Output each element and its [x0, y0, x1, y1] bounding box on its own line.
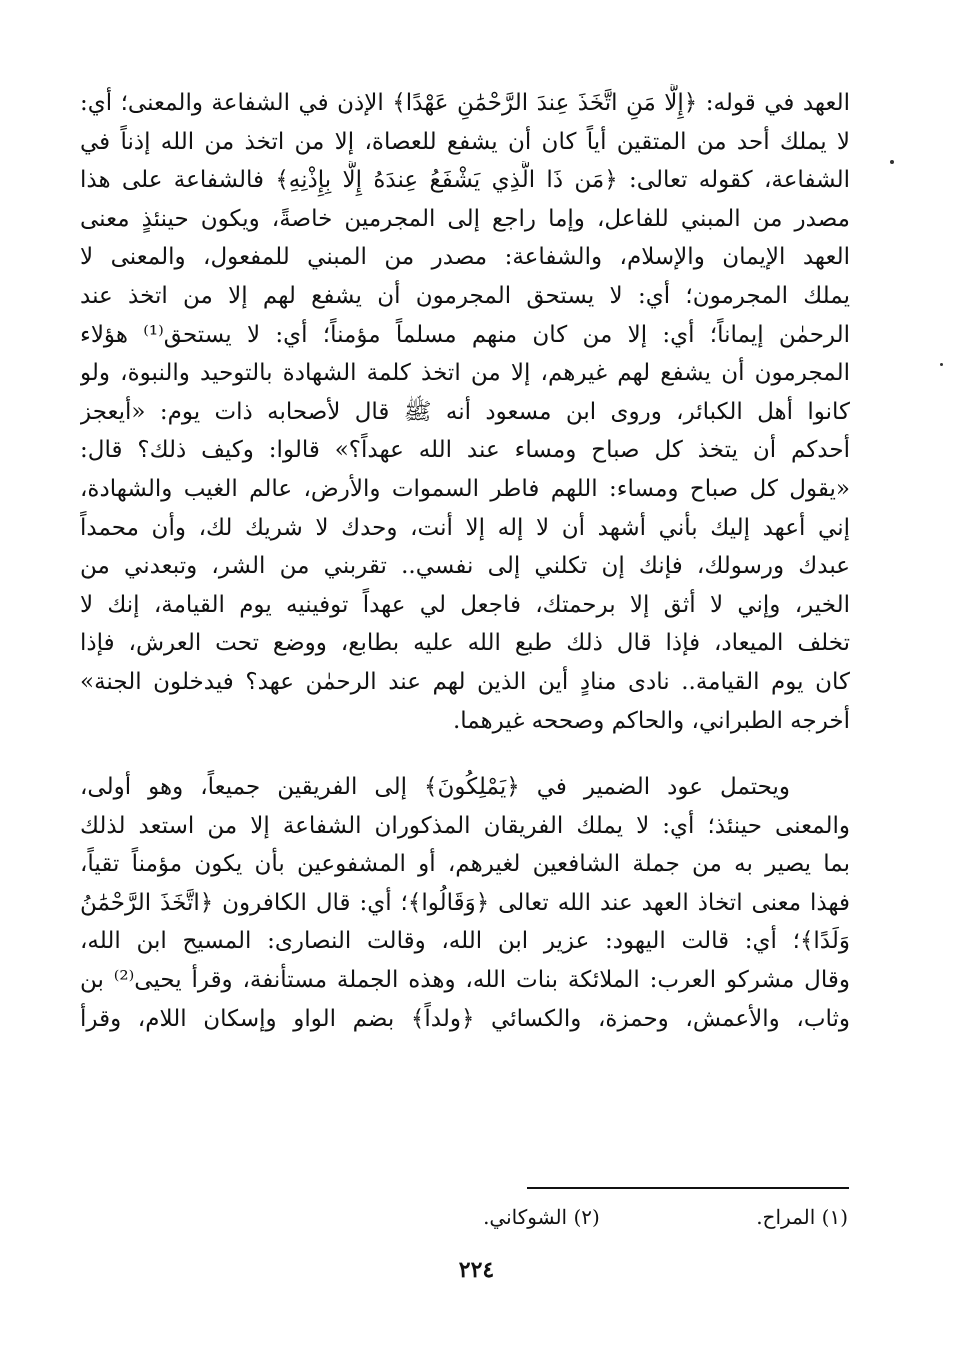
text-line: مصدر من المبني للفاعل، وإما راجع إلى المجرمين خاصةً، ويكون حينئذٍ معنى: [80, 205, 850, 232]
text-line: أحدكم أن يتخذ كل صباح ومساء عند الله عهداً؟» قالوا: وكيف ذلك؟ قال:: [80, 437, 850, 464]
scan-speck: [890, 160, 894, 164]
text-line: ويحتمل عود الضمير في ﴿يَمْلِكُونَ﴾ إلى الفريقين جميعاً، وهو أولى،: [80, 774, 790, 801]
text-line: لا يملك أحد من المتقين أياً كان أن يشفع للعصاة، إلا من اتخذ من الله إذناً في: [80, 128, 850, 155]
text-line: الخير، وإني لا أثق إلا برحمتك، فاجعل لي عهداً توفينيه يوم القيامة، إنك لا: [80, 591, 850, 618]
scan-speck: [940, 363, 943, 366]
text-line: «يقول كل صباح ومساء: اللهم فاطر السموات والأرض، عالم الغيب والشهادة،: [80, 475, 850, 502]
text-line: إني أعهد إليك بأني أشهد أن لا إله إلا أنت، وحدك لا شريك لك، وأن محمداً: [80, 514, 850, 541]
footnote-1: (١) المراح.: [756, 1205, 848, 1229]
text-line: العهد في قوله: ﴿إِلَّا مَنِ اتَّخَذَ عِندَ الرَّحْمَٰنِ عَهْدًا﴾ الإذن في الشفاعة والمعنى؛ أي:: [80, 90, 850, 116]
page-number: ٢٢٤: [458, 1257, 495, 1283]
text-line: والمعنى حينئذ؛ أي: لا يملك الفريقان المذكوران الشفاعة إلا من استعد لذلك: [80, 812, 850, 839]
text-line: عبدك ورسولك، فإنك إن تكلني إلى نفسي.. تقربني من الشر، وتبعدني من: [80, 553, 850, 580]
text-line: العهد الإيمان والإسلام، والشفاعة: مصدر من المبني للمفعول، والمعنى لا: [80, 244, 850, 271]
text-line: وثاب، والأعمش، وحمزة، والكسائي ﴿ولداً﴾ بضم الواو وإسكان اللام، وقرأ: [80, 1005, 850, 1032]
text-line: يملك المجرمون؛ أي: لا يستحق المجرمون أن يشفع لهم إلا من اتخذ عند: [80, 282, 850, 309]
page-body: [80, 84, 850, 1038]
text-line: فهذا معنى اتخاذ العهد عند الله تعالى ﴿وَقَالُوا﴾؛ أي: قال الكافرون ﴿اتَّخَذَ الرَّحْمَٰنُ: [80, 889, 850, 916]
text-line: وَلَدًا﴾؛ أي: قالت اليهود: عزير ابن الله، وقالت النصارى: المسيح ابن الله،: [80, 928, 850, 955]
paragraph-1: [80, 84, 850, 740]
text-line: أخرجه الطبراني، والحاكم وصححه غيرهما.: [452, 707, 850, 734]
text-line: الرحمٰن إيماناً؛ أي: إلا من كان منهم مسلماً مؤمناً؛ أي: لا يستحق⁽¹⁾ هؤلاء: [80, 321, 850, 348]
text-line: بما يصير به من جملة الشافعين لغيرهم، أو المشفوعين بأن يكون مؤمناً تقياً،: [80, 851, 850, 878]
paragraph-2: [80, 768, 850, 1038]
text-line: وقال مشركو العرب: الملائكة بنات الله، وهذه الجملة مستأنفة، وقرأ يحيى⁽²⁾ بن: [80, 967, 850, 994]
text-line: كانوا أهل الكبائر، وروى ابن مسعود أنه ﷺ قال لأصحابه ذات يوم: «أيعجز: [80, 398, 850, 425]
footnote-divider: [527, 1187, 849, 1189]
text-line: كان يوم القيامة.. نادى منادٍ أين الذين لهم عند الرحمٰن عهد؟ فيدخلون الجنة»: [80, 668, 850, 695]
text-line: تخلف الميعاد، فإذا قال ذلك طبع الله عليه بطابع، ووضع تحت العرش، فإذا: [80, 630, 850, 657]
footnote-2: (٢) الشوكاني.: [483, 1205, 600, 1229]
footnotes: [288, 1205, 848, 1229]
text-line: المجرمون أن يشفع لهم غيرهم، إلا من اتخذ كلمة الشهادة بالتوحيد والنبوة، ولو: [80, 360, 850, 387]
text-line: الشفاعة، كقوله تعالى: ﴿مَن ذَا الَّذِي يَشْفَعُ عِندَهُ إِلَّا بِإِذْنِهِ﴾ فالشفاعة على هذا: [80, 167, 850, 194]
